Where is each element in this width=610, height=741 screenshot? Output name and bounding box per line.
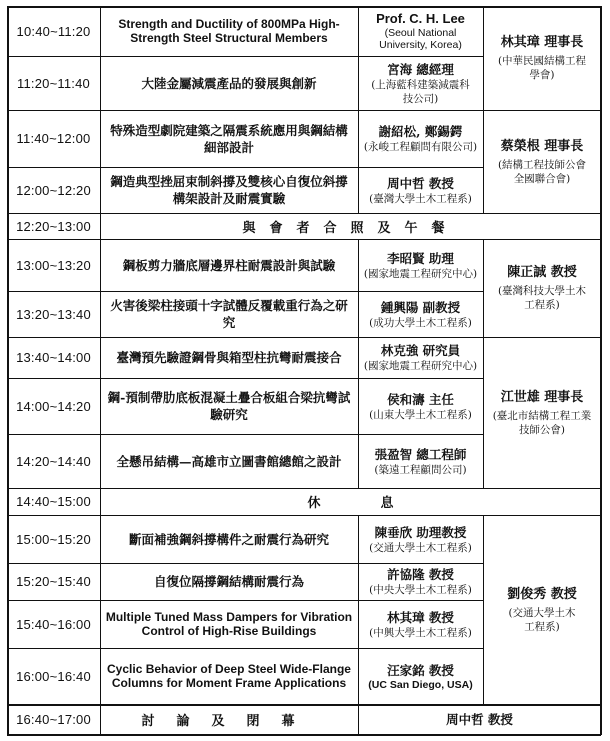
session-topic: Multiple Tuned Mass Dampers for Vibration Control of High-Rise Buildings (105, 610, 353, 638)
speaker-cell (358, 337, 483, 378)
row-divider (7, 648, 483, 649)
speaker-cell (358, 291, 483, 337)
chair-name: 林其璋 理事長 (500, 35, 584, 50)
row-divider (7, 378, 483, 379)
row-divider (7, 167, 483, 168)
session-topic: 火害後梁柱接頭十字試體反覆載重行為之研究 (110, 298, 348, 330)
session-topic: 特殊造型劇院建築之隔震系統應用與鋼結構細部設計 (110, 122, 348, 155)
session-topic: 鋼造典型挫屈束制斜撐及雙核心自復位斜撐構架設計及耐震實驗 (110, 174, 348, 206)
row-divider (7, 291, 483, 292)
break-time: 12:20~13:00 (16, 218, 91, 234)
speaker-affiliation: (成功大學土木工程系) (369, 316, 472, 329)
speaker-affiliation: (中央大學土木工程系) (369, 584, 472, 596)
speaker-affiliation: (臺灣大學土木工程系) (369, 192, 472, 205)
session-time: 15:20~15:40 (16, 574, 91, 589)
speaker-name: 許協隆 教授 (387, 567, 454, 582)
column-divider (358, 515, 359, 735)
session-time: 10:40~11:20 (16, 23, 91, 39)
speaker-cell (358, 110, 483, 167)
session-time: 11:40~12:00 (16, 131, 91, 146)
speaker-cell (358, 563, 483, 600)
session-topic: Cyclic Behavior of Deep Steel Wide-Flange Columns for Moment Frame Applications (107, 662, 351, 690)
speaker-name: 林克強 研究員 (380, 343, 461, 358)
speaker-cell (358, 600, 483, 648)
session-topic: Strength and Ductility of 800MPa High-Strength Steel Structural Members (118, 17, 340, 45)
chair-affiliation: (臺北市結構工程工業技師公會) (492, 409, 592, 436)
row-divider (7, 515, 601, 516)
speaker-name: 陳垂欣 助理教授 (374, 524, 467, 540)
row-divider (7, 56, 483, 57)
speaker-affiliation: (永峻工程顧問有限公司) (363, 141, 478, 153)
session-time: 14:20~14:40 (16, 453, 91, 469)
column-divider (358, 239, 359, 488)
session-topic: 自復位隔撐鋼結構耐震行為 (153, 574, 304, 589)
row-divider (7, 563, 483, 564)
table-border (7, 6, 601, 8)
chair-affiliation: (交通大學土木工程系) (508, 606, 576, 633)
session-topic: 鋼-預制帶肋底板混凝土疊合板組合梁抗彎試驗研究 (107, 390, 351, 422)
break-time: 14:40~15:00 (16, 494, 91, 509)
speaker-name: 張盈智 總工程師 (374, 446, 467, 462)
session-time: 15:40~16:00 (16, 616, 91, 632)
session-time: 13:40~14:00 (16, 350, 91, 365)
session-time: 14:00~14:20 (16, 398, 91, 414)
column-divider (483, 515, 484, 704)
break-label: 與會者合照及午餐 (242, 220, 459, 236)
chair-name: 江世雄 理事長 (500, 389, 584, 405)
session-topic: 大陸金屬減震產品的發展與創新 (141, 75, 317, 91)
speaker-affiliation: (國家地震工程研究中心) (363, 267, 478, 280)
session-topic: 臺灣預先驗證鋼骨與箱型柱抗彎耐震接合 (116, 350, 342, 365)
row-divider (7, 239, 601, 240)
session-time: 13:00~13:20 (16, 257, 91, 273)
speaker-name: Prof. C. H. Lee (376, 11, 465, 26)
speaker-name: 侯和濤 主任 (387, 391, 454, 407)
session-time: 16:00~16:40 (16, 668, 91, 684)
speaker-name: 宮海 總經理 (387, 61, 454, 77)
column-divider (100, 6, 101, 735)
speaker-affiliation: (築遠工程顧問公司) (374, 463, 467, 476)
session-time: 15:00~15:20 (16, 531, 91, 547)
row-divider (7, 488, 601, 489)
table-border (7, 734, 601, 736)
chair-affiliation: (中華民國結構工程學會) (497, 55, 587, 81)
speaker-cell (358, 515, 483, 563)
speaker-cell (358, 378, 483, 434)
speaker-name: 林其璋 教授 (387, 609, 454, 625)
speaker-affiliation: (中興大學土木工程系) (369, 626, 472, 639)
speaker-name: 汪家銘 教授 (387, 662, 454, 678)
row-divider (7, 337, 601, 338)
speaker-affiliation: (Seoul National University, Korea) (379, 27, 462, 51)
session-topic: 斷面補強鋼斜撐構件之耐震行為研究 (128, 531, 329, 547)
session-time: 13:20~13:40 (16, 306, 91, 322)
chair-affiliation: (臺灣科技大學土木工程系) (497, 285, 587, 311)
speaker-cell (358, 56, 483, 110)
speaker-affiliation: (UC San Diego, USA) (368, 678, 473, 691)
speaker-affiliation: (交通大學土木工程系) (369, 541, 472, 554)
speaker-affiliation: (山東大學土木工程系) (369, 408, 472, 421)
table-border (7, 6, 9, 735)
speaker-affiliation: (上海藍科建築減震科技公司) (371, 78, 470, 105)
column-divider (483, 239, 484, 488)
chair-cell (483, 515, 601, 704)
speaker-cell (358, 6, 483, 56)
closing-label: 討論及閉幕 (141, 714, 317, 729)
chair-cell (483, 239, 601, 337)
break-label: 休息 (307, 496, 454, 511)
chair-affiliation: (結構工程技師公會全國聯合會) (497, 158, 587, 185)
row-divider (7, 213, 601, 214)
closing-host: 周中哲 教授 (446, 712, 513, 727)
session-time: 12:00~12:20 (16, 182, 91, 198)
chair-name: 陳正誠 教授 (507, 265, 577, 280)
speaker-name: 謝紹松, 鄭錫鍔 (378, 124, 463, 139)
chair-name: 劉俊秀 教授 (507, 586, 577, 602)
table-border (600, 6, 602, 735)
speaker-name: 李昭賢 助理 (387, 250, 454, 266)
speaker-cell (358, 167, 483, 213)
session-topic: 全懸吊結構—高雄市立圖書館總館之設計 (116, 453, 342, 469)
row-divider (7, 704, 601, 706)
row-divider (7, 434, 483, 435)
chair-cell (483, 6, 601, 110)
closing-time: 16:40~17:00 (16, 712, 91, 727)
row-divider (7, 600, 483, 601)
speaker-cell (358, 239, 483, 291)
session-time: 11:20~11:40 (17, 75, 90, 91)
row-divider (7, 110, 601, 111)
chair-cell (483, 110, 601, 213)
speaker-name: 周中哲 教授 (387, 175, 454, 191)
chair-cell (483, 337, 601, 488)
speaker-cell (358, 648, 483, 704)
chair-name: 蔡榮根 理事長 (500, 138, 584, 154)
session-topic: 鋼板剪力牆底層邊界柱耐震設計與試驗 (122, 257, 336, 273)
speaker-cell (358, 434, 483, 488)
speaker-affiliation: (國家地震工程研究中心) (363, 360, 478, 372)
speaker-name: 鍾興陽 副教授 (380, 299, 461, 315)
